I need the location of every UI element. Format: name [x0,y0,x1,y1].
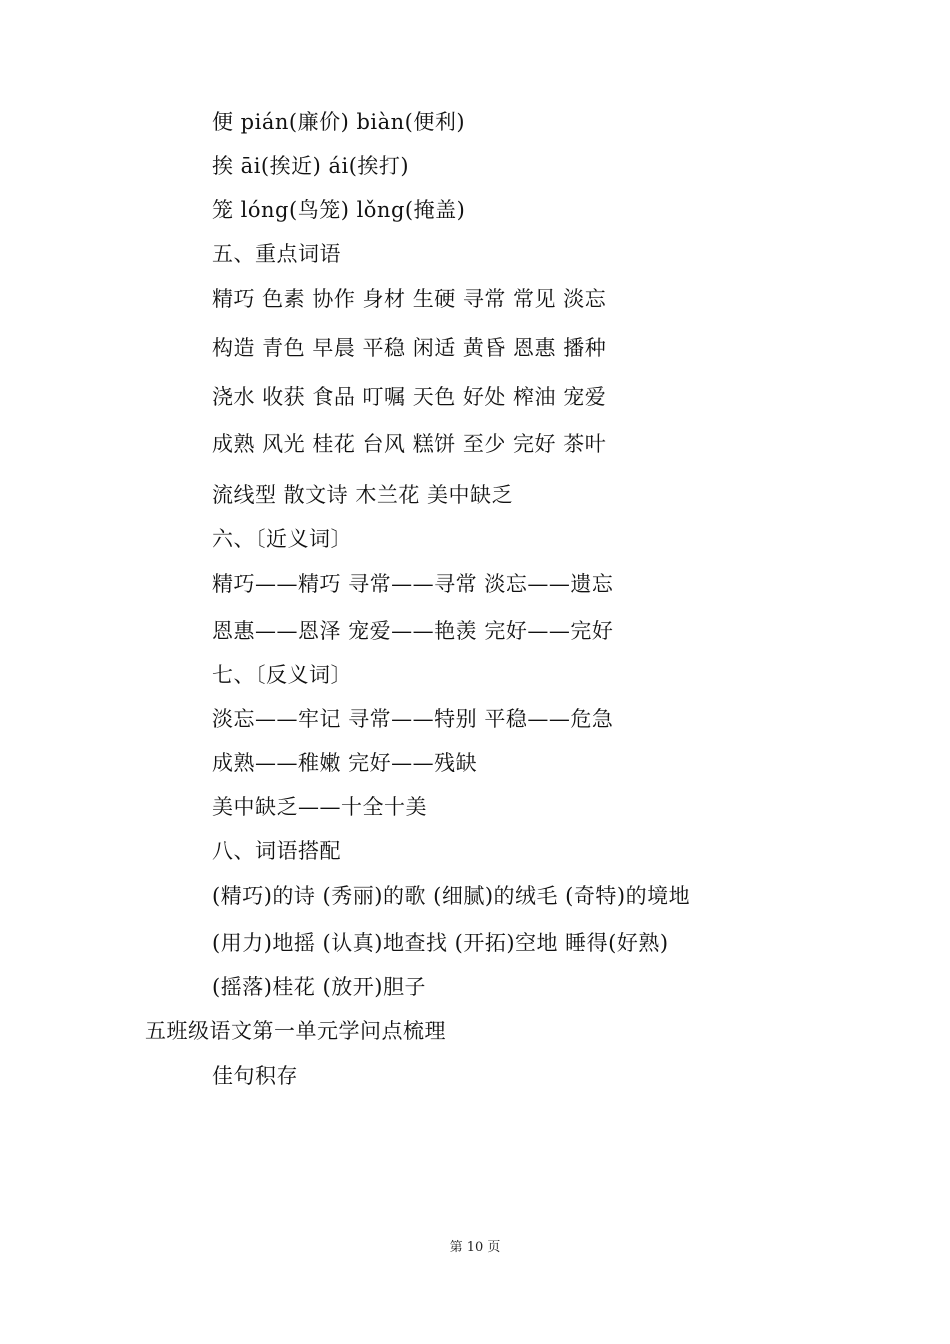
page-number: 第 10 页 [449,1240,501,1255]
collocation-line: (摇落)桂花 (放开)胆子 [212,975,426,999]
section-heading-sentences: 佳句积存 [212,1064,298,1088]
antonym-line: 美中缺乏——十全十美 [212,795,427,819]
word-list-line: 成熟 风光 桂花 台风 糕饼 至少 完好 茶叶 [212,432,607,456]
pinyin-line-pian: 便 pián(廉价) biàn(便利) [212,110,466,134]
unit-title: 五班级语文第一单元学问点梳理 [145,1019,446,1043]
section-heading-key-words: 五、重点词语 [212,242,341,266]
section-heading-collocations: 八、词语搭配 [212,839,341,863]
word-list-line: 构造 青色 早晨 平稳 闲适 黄昏 恩惠 播种 [212,336,607,360]
antonym-line: 淡忘——牢记 寻常——特别 平稳——危急 [212,707,614,731]
synonym-line: 精巧——精巧 寻常——寻常 淡忘——遗忘 [212,572,614,596]
antonym-line: 成熟——稚嫩 完好——残缺 [212,751,478,775]
pinyin-line-long: 笼 lóng(鸟笼) lǒng(掩盖) [212,198,466,222]
word-list-line: 流线型 散文诗 木兰花 美中缺乏 [212,483,514,507]
synonym-line: 恩惠——恩泽 宠爱——艳羡 完好——完好 [212,619,614,643]
collocation-line: (精巧)的诗 (秀丽)的歌 (细腻)的绒毛 (奇特)的境地 [212,884,691,908]
collocation-line: (用力)地摇 (认真)地查找 (开拓)空地 睡得(好熟) [212,931,669,955]
word-list-line: 浇水 收获 食品 叮嘱 天色 好处 榨油 宠爱 [212,385,607,409]
word-list-line: 精巧 色素 协作 身材 生硬 寻常 常见 淡忘 [212,287,607,311]
pinyin-line-ai: 挨 āi(挨近) ái(挨打) [212,154,410,178]
section-heading-antonyms: 七、〔反义词〕 [212,663,352,687]
section-heading-synonyms: 六、〔近义词〕 [212,527,352,551]
